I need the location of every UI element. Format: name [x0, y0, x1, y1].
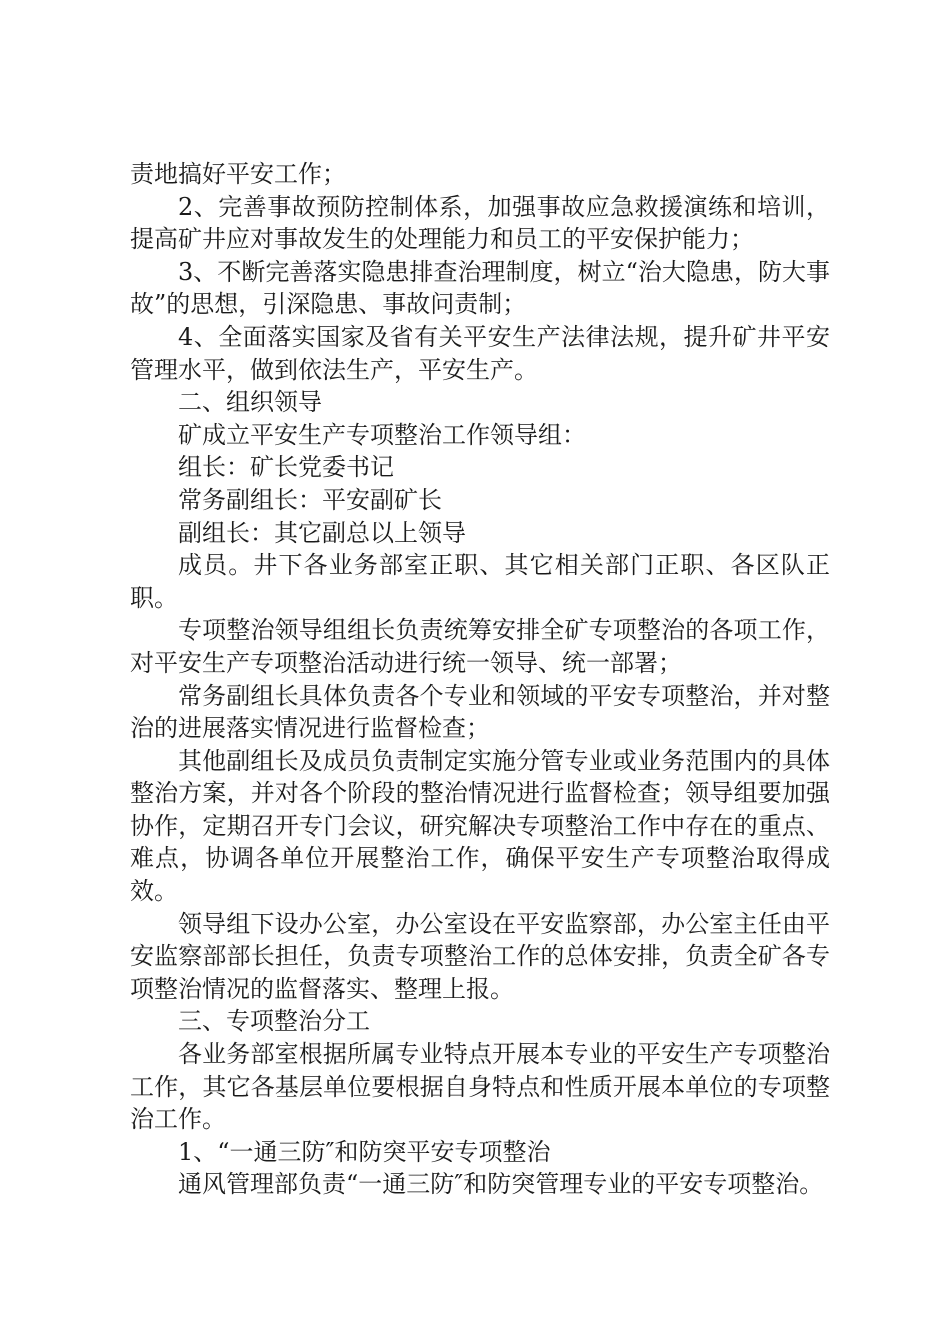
subheading-ventilation: 1、“一通三防″和防突平安专项整治 — [178, 1137, 551, 1166]
paragraph-office: 领导组下设办公室，办公室设在平安监察部，办公室主任由平安监察部部长担任，负责专项整治工作的总体安排，负责全矿各专项整治情况的监督落实、整理上报。 — [130, 909, 830, 1003]
paragraph-executive-deputy: 常务副组长：平安副矿长 — [178, 485, 442, 514]
paragraph-item-2: 2、完善事故预防控制体系，加强事故应急救援演练和培训，提高矿井应对事故发生的处理能力和员工的平安保护能力； — [130, 192, 830, 254]
paragraph-leadership-intro: 矿成立平安生产专项整治工作领导组： — [178, 420, 586, 449]
paragraph-deputy-duties: 其他副组长及成员负责制定实施分管专业或业务范围内的具体整治方案，并对各个阶段的整治情况进行监督检查；领导组要加强协作，定期召开专门会议，研究解决专项整治工作中存在的重点、难点，协调各单位开展整治工作，确保平安生产专项整治取得成效。 — [130, 746, 830, 906]
paragraph-executive-duties: 常务副组长具体负责各个专业和领域的平安专项整治，并对整治的进展落实情况进行监督检查； — [130, 681, 830, 743]
paragraph-division-intro: 各业务部室根据所属专业特点开展本专业的平安生产专项整治工作，其它各基层单位要根据自身特点和性质开展本单位的专项整治工作。 — [130, 1040, 830, 1134]
paragraph-leader: 组长：矿长党委书记 — [178, 453, 394, 482]
section-heading-division: 三、专项整治分工 — [178, 1007, 370, 1036]
paragraph-item-3: 3、不断完善落实隐患排查治理制度，树立“治大隐患，防大事故”的思想，引深隐患、事故问责制； — [130, 257, 830, 319]
paragraph-continuation: 责地搞好平安工作； — [130, 160, 346, 188]
paragraph-item-4: 4、全面落实国家及省有关平安生产法律法规，提升矿井平安管理水平，做到依法生产，平安生产。 — [130, 322, 830, 384]
document-body — [130, 158, 830, 1201]
paragraph-ventilation: 通风管理部负责“一通三防″和防突管理专业的平安专项整治。 — [178, 1170, 824, 1199]
paragraph-leader-duties: 专项整治领导组组长负责统筹安排全矿专项整治的各项工作，对平安生产专项整治活动进行统一领导、统一部署； — [130, 616, 830, 677]
paragraph-deputy: 副组长：其它副总以上领导 — [178, 518, 466, 547]
section-heading-organization: 二、组织领导 — [178, 388, 322, 417]
paragraph-members: 成员。井下各业务部室正职、其它相关部门正职、各区队正职。 — [130, 551, 830, 612]
